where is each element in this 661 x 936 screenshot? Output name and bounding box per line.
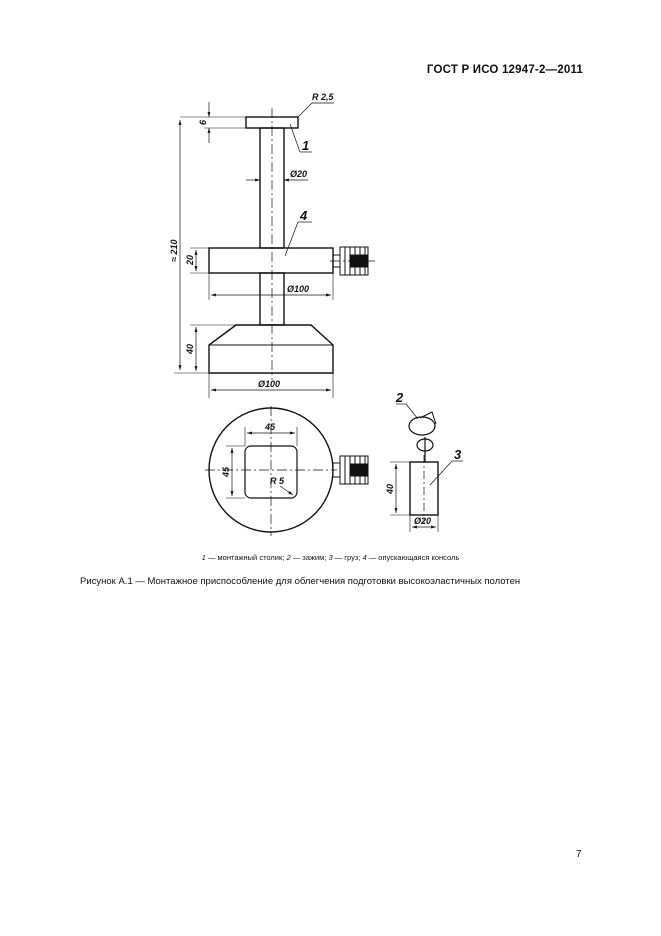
callout-4: 4 — [300, 208, 308, 223]
dim-sq-h: 45 — [221, 466, 231, 477]
dim-r-top: R 2,5 — [312, 92, 334, 102]
dim-h-console: 20 — [185, 254, 195, 265]
callout-3: 3 — [454, 447, 462, 462]
base — [209, 325, 333, 373]
dim-h-total: ≈ 210 — [169, 239, 179, 262]
figure-caption: Рисунок А.1 — Монтажное приспособление для облегчения подготовки высокоэластичных полотен — [80, 576, 521, 587]
square-recess — [245, 446, 297, 498]
clamp — [409, 417, 435, 435]
dim-h-base: 40 — [185, 343, 195, 354]
callout-2: 2 — [396, 390, 404, 405]
legend-text-1: — монтажный столик; — [205, 553, 287, 562]
dim-d-weight: Ø20 — [414, 516, 432, 526]
console — [209, 248, 333, 273]
dim-d-rod: Ø20 — [290, 169, 308, 179]
knob-plan — [333, 456, 368, 484]
dim-d-console: Ø100 — [287, 284, 310, 294]
legend-text-3: — груз; — [332, 553, 363, 562]
legend-text-2: — зажим; — [290, 553, 329, 562]
legend-num-3: 3 — [328, 553, 333, 562]
legend-text-4: — опускающаяся консоль — [366, 553, 460, 562]
legend — [0, 553, 661, 562]
legend-num-4: 4 — [362, 553, 367, 562]
document-header: ГОСТ Р ИСО 12947-2—2011 — [426, 64, 583, 76]
legend-num-1: 1 — [201, 553, 206, 562]
dim-h-top: 6 — [198, 119, 208, 125]
rod-lower — [260, 273, 284, 325]
dim-r-corner: R 5 — [270, 476, 285, 486]
dim-sq-w: 45 — [265, 422, 276, 432]
dim-d-base: Ø100 — [258, 379, 281, 389]
legend-num-2: 2 — [286, 553, 291, 562]
page-number: 7 — [576, 849, 582, 860]
callout-1: 1 — [302, 138, 310, 153]
dim-h-weight: 40 — [385, 483, 395, 494]
